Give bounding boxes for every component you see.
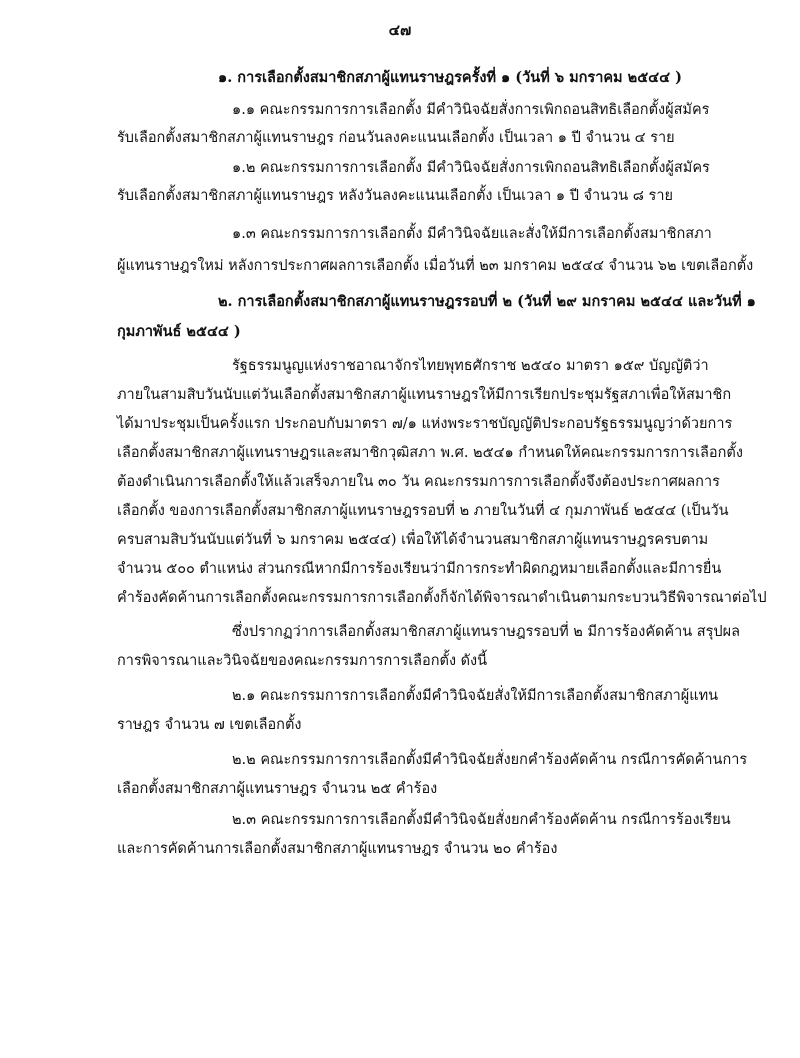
- item-2-2-line-1: ๒.๒ คณะกรรมการการเลือกตั้งมีคำวินิจฉัยสั่งยกคำร้องคัดค้าน กรณีการคัดค้านการ: [232, 752, 748, 768]
- paragraph-line-6: เลือกตั้ง ของการเลือกตั้งสมาชิกสภาผู้แทนราษฎรรอบที่ ๒ ภายในวันที่ ๔ กุมภาพันธ์ ๒๕๔๔ (เป็นวัน: [117, 503, 729, 519]
- paragraph-line-4: เลือกตั้งสมาชิกสภาผู้แทนราษฎรและสมาชิกวุฒิสภา พ.ศ. ๒๕๔๑ กำหนดให้คณะกรรมการการเลือกตั้ง: [117, 445, 743, 461]
- item-1-2-line-2: รับเลือกตั้งสมาชิกสภาผู้แทนราษฎร หลังวันลงคะแนนเลือกตั้ง เป็นเวลา ๑ ปี จำนวน ๘ ราย: [117, 188, 673, 204]
- item-2-1-line-1: ๒.๑ คณะกรรมการการเลือกตั้งมีคำวินิจฉัยสั่งให้มีการเลือกตั้งสมาชิกสภาผู้แทน: [232, 688, 719, 704]
- section-2-heading-line-1: ๒. การเลือกตั้งสมาชิกสภาผู้แทนราษฎรรอบที่ ๒ (วันที่ ๒๙ มกราคม ๒๕๔๔ และวันที่ ๑: [218, 293, 756, 310]
- item-2-1-line-2: ราษฎร จำนวน ๗ เขตเลือกตั้ง: [117, 717, 302, 733]
- item-2-2-line-2: เลือกตั้งสมาชิกสภาผู้แทนราษฎร จำนวน ๒๕ คำร้อง: [117, 781, 438, 797]
- item-1-3-line-1: ๑.๓ คณะกรรมการการเลือกตั้ง มีคำวินิจฉัยและสั่งให้มีการเลือกตั้งสมาชิกสภา: [232, 226, 712, 242]
- paragraph-line-8: จำนวน ๕๐๐ ตำแหน่ง ส่วนกรณีหากมีการร้องเรียนว่ามีการกระทำผิดกฎหมายเลือกตั้งและมีการยื่น: [117, 561, 722, 577]
- paragraph-line-2: ภายในสามสิบวันนับแต่วันเลือกตั้งสมาชิกสภาผู้แทนราษฎรให้มีการเรียกประชุมรัฐสภาเพื่อให้สมาชิก: [117, 387, 732, 403]
- paragraph-line-5: ต้องดำเนินการเลือกตั้งให้แล้วเสร็จภายใน ๓๐ วัน คณะกรรมการการเลือกตั้งจึงต้องประกาศผลการ: [117, 474, 720, 490]
- item-2-3-line-2: และการคัดค้านการเลือกตั้งสมาชิกสภาผู้แทนราษฎร จำนวน ๒๐ คำร้อง: [117, 841, 558, 857]
- item-2-3-line-1: ๒.๓ คณะกรรมการการเลือกตั้งมีคำวินิจฉัยสั่งยกคำร้องคัดค้าน กรณีการร้องเรียน: [232, 812, 731, 828]
- summary-line-1: ซึ่งปรากฏว่าการเลือกตั้งสมาชิกสภาผู้แทนราษฎรรอบที่ ๒ มีการร้องคัดค้าน สรุปผล: [232, 624, 741, 640]
- paragraph-line-7: ครบสามสิบวันนับแต่วันที่ ๖ มกราคม ๒๕๔๔) เพื่อให้ได้จำนวนสมาชิกสภาผู้แทนราษฎรครบตาม: [117, 532, 709, 548]
- item-1-1-line-1: ๑.๑ คณะกรรมการการเลือกตั้ง มีคำวินิจฉัยสั่งการเพิกถอนสิทธิเลือกตั้งผู้สมัคร: [232, 102, 710, 118]
- item-1-2-line-1: ๑.๒ คณะกรรมการการเลือกตั้ง มีคำวินิจฉัยสั่งการเพิกถอนสิทธิเลือกตั้งผู้สมัคร: [232, 160, 710, 176]
- page-number: ๔๗: [388, 21, 412, 39]
- summary-line-2: การพิจารณาและวินิจฉัยของคณะกรรมการการเลือกตั้ง ดังนี้: [117, 653, 488, 669]
- paragraph-line-9: คำร้องคัดค้านการเลือกตั้งคณะกรรมการการเลือกตั้งก็จักได้พิจารณาดำเนินตามกระบวนวิธีพิจารณาต่อไป: [117, 590, 767, 606]
- item-1-1-line-2: รับเลือกตั้งสมาชิกสภาผู้แทนราษฎร ก่อนวันลงคะแนนเลือกตั้ง เป็นเวลา ๑ ปี จำนวน ๔ ราย: [117, 130, 675, 146]
- paragraph-line-3: ได้มาประชุมเป็นครั้งแรก ประกอบกับมาตรา ๗/๑ แห่งพระราชบัญญัติประกอบรัฐธรรมนูญว่าด้วยการ: [117, 416, 733, 432]
- section-1-heading: ๑. การเลือกตั้งสมาชิกสภาผู้แทนราษฎรครั้งที่ ๑ (วันที่ ๖ มกราคม ๒๕๔๔ ): [218, 69, 683, 86]
- section-2-heading-line-2: กุมภาพันธ์ ๒๕๔๔ ): [117, 323, 241, 340]
- item-1-3-line-2: ผู้แทนราษฎรใหม่ หลังการประกาศผลการเลือกตั้ง เมื่อวันที่ ๒๓ มกราคม ๒๕๔๔ จำนวน ๖๒ เขตเลือกตั้ง: [117, 258, 754, 274]
- paragraph-line-1: รัฐธรรมนูญแห่งราชอาณาจักรไทยพุทธศักราช ๒๕๔๐ มาตรา ๑๕๙ บัญญัติว่า: [232, 358, 709, 374]
